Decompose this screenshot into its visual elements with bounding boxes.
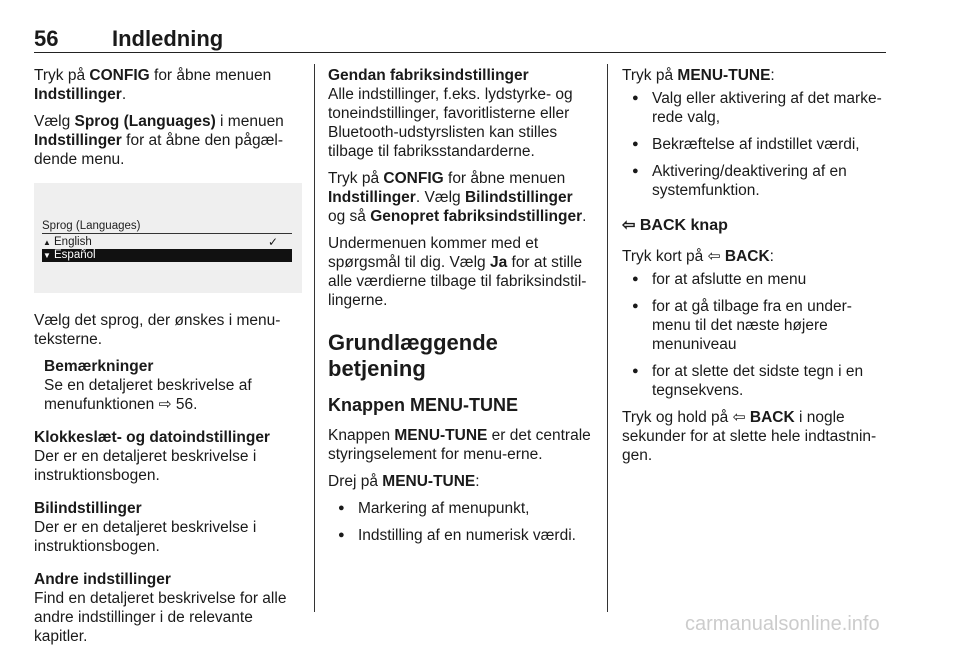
checkmark-icon: ✓ (267, 235, 278, 249)
paragraph: Tryk på MENU-TUNE: (622, 67, 775, 84)
page-header (34, 26, 886, 53)
heading-back-button: ⇦ BACK knap (622, 217, 728, 234)
list-item: ● for at afslutte en menu (622, 270, 888, 289)
paragraph: Tryk på CONFIG for åbne menuen Indstillinger. Vælg Bilindstillinger og så Genopret fabriksindstillinger. (328, 170, 587, 225)
paragraph: Undermenuen kommer med et spørgsmål til dig. Vælg Ja for at stille alle værdierne tilbage til fabriksindstil-lingerne. (328, 235, 587, 309)
section-clock-date: Klokkeslæt- og datoindstillinger Der er en detaljeret beskrivelse i instruktionsbogen. (34, 429, 270, 484)
column-2 (328, 66, 592, 553)
menu-title: Sprog (Languages) (42, 220, 141, 232)
column-3 (622, 66, 888, 473)
back-arrow-icon: ⇦ (732, 409, 746, 426)
note-box: Bemærkninger Se en detaljeret beskrivelse af menufunktionen ⇨ 56. (44, 358, 252, 413)
arrow-up-icon: ▲ (43, 238, 51, 247)
list-item: ● for at gå tilbage fra en under-menu til det næste højere menuniveau (622, 297, 888, 354)
menu-item-espanol: ▼ Español (42, 249, 292, 262)
page-reference[interactable]: 56. (175, 396, 198, 413)
list-item: ● Bekræftelse af indstillet værdi, (622, 135, 888, 154)
page-number: 56 (34, 26, 59, 51)
section-other-settings: Andre indstillinger Find en detaljeret beskrivelse for alle andre indstillinger i de relevante kapitler. (34, 571, 287, 645)
paragraph: Vælg Sprog (Languages) i menuen Indstillinger for at åbne den pågæl-dende menu. (34, 113, 284, 168)
heading-basic-operation: Grundlæggende betjening (328, 330, 498, 381)
list-item: ● for at slette det sidste tegn i en tegnsekvens. (622, 362, 888, 400)
column-divider (314, 64, 315, 612)
paragraph: Tryk kort på ⇦ BACK: (622, 248, 774, 265)
list-item: ● Indstilling af en numerisk værdi. (328, 526, 592, 545)
list-item: ● Valg eller aktivering af det marke-rede valg, (622, 89, 888, 127)
paragraph: Drej på MENU-TUNE: (328, 473, 480, 490)
arrow-down-icon: ▼ (43, 251, 51, 260)
heading-menu-tune: Knappen MENU-TUNE (328, 395, 518, 415)
column-1 (34, 66, 302, 646)
column-divider (607, 64, 608, 612)
bullet-list (622, 89, 888, 200)
section-factory-reset: Gendan fabriksindstillinger Alle indstillinger, f.eks. lydstyrke- og toneindstillinger, favoritlisterne eller Bluetooth-udstyrslisten kan stilles tilbage til fabriksstandarderne. (328, 67, 573, 160)
bullet-list (328, 499, 592, 545)
language-menu-screenshot (34, 183, 302, 293)
reference-arrow-icon: ⇨ (158, 396, 172, 413)
page-title: Indledning (112, 26, 224, 51)
list-item: ● Markering af menupunkt, (328, 499, 592, 518)
menu-item-english: ▲ English ✓ (43, 235, 278, 249)
bullet-list (622, 270, 888, 400)
paragraph: Tryk og hold på ⇦ BACK i nogle sekunder for at slette hele indtastnin-gen. (622, 409, 877, 464)
section-vehicle-settings: Bilindstillinger Der er en detaljeret beskrivelse i instruktionsbogen. (34, 500, 257, 555)
list-item: ● Aktivering/deaktivering af en systemfunktion. (622, 162, 888, 200)
back-arrow-icon: ⇦ (622, 217, 636, 234)
paragraph: Knappen MENU-TUNE er det centrale styringselement for menu-erne. (328, 427, 591, 463)
paragraph: Tryk på CONFIG for åbne menuen Indstillinger. (34, 67, 272, 103)
watermark: carmanualsonline.info (685, 613, 880, 635)
paragraph: Vælg det sprog, der ønskes i menu-teksterne. (34, 312, 281, 348)
back-arrow-icon: ⇦ (707, 248, 721, 265)
note-title: Bemærkninger (44, 358, 154, 375)
